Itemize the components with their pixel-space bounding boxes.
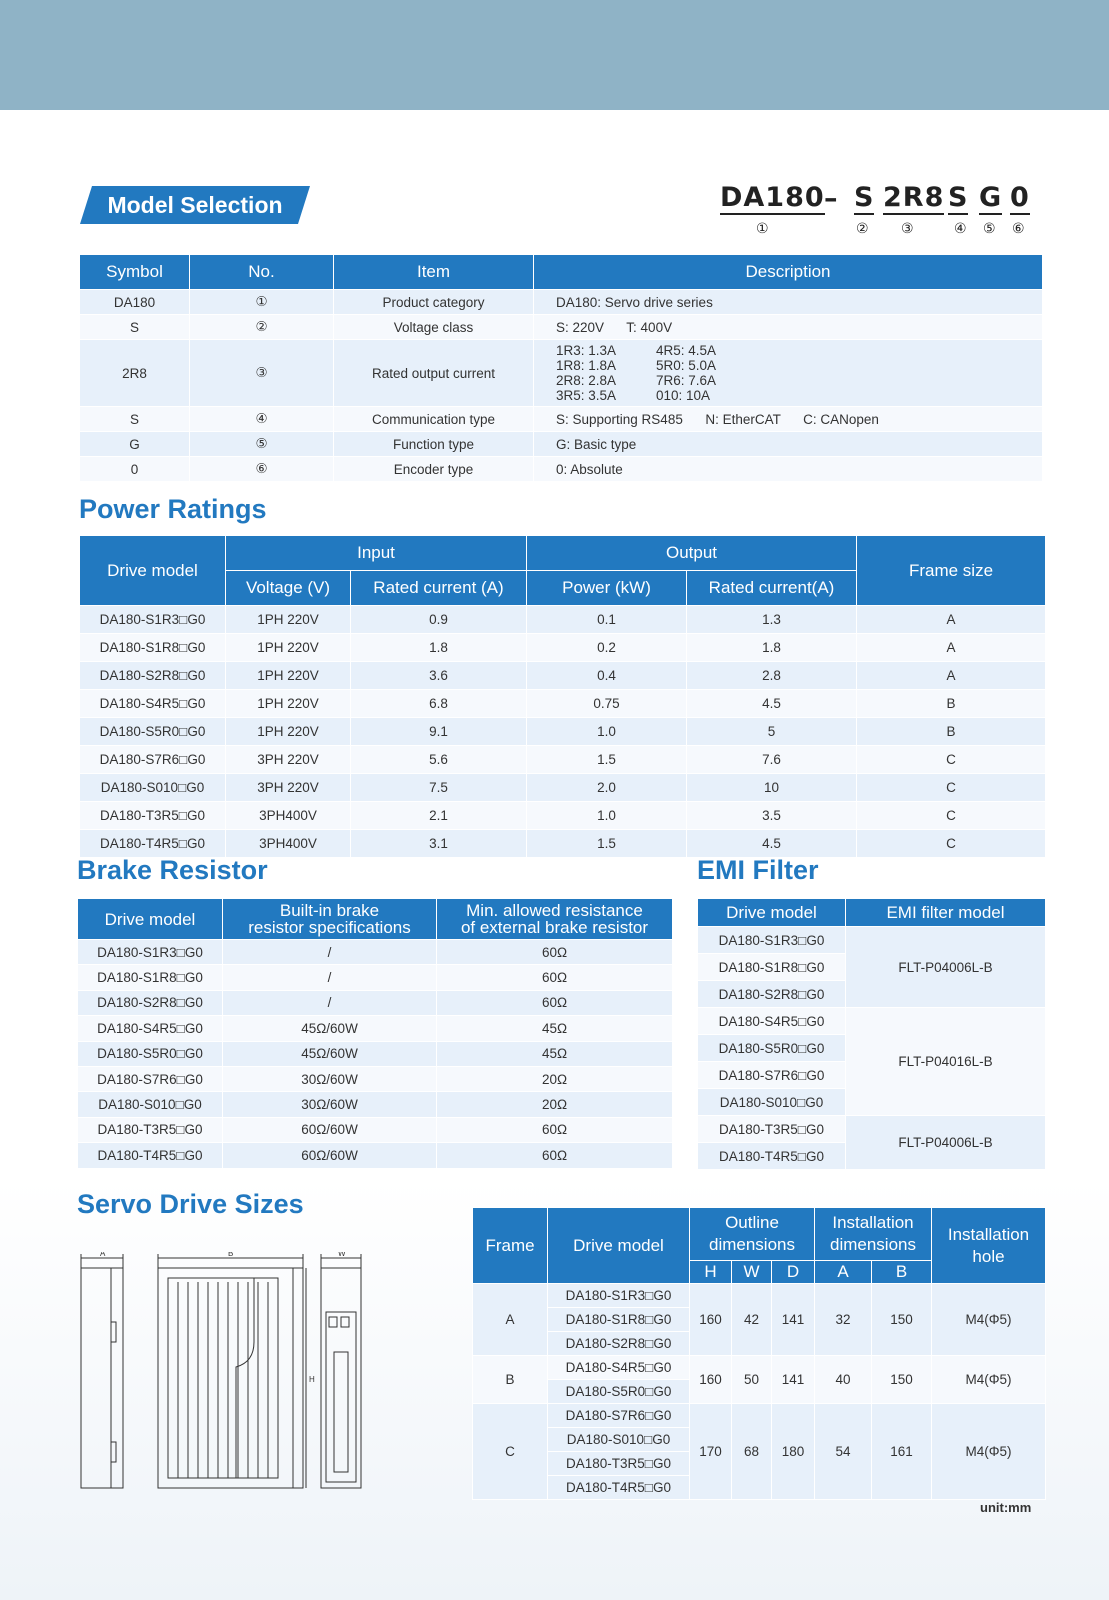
dim-h-cell: 160	[690, 1356, 732, 1404]
output-current-cell: 1.8	[687, 634, 857, 662]
model-cell: DA180-S2R8□G0	[698, 981, 846, 1008]
col-frame: Frame	[473, 1208, 548, 1284]
table-row	[78, 1066, 673, 1091]
col-frame-size: Frame size	[857, 536, 1046, 606]
table-row	[698, 1008, 1046, 1035]
output-current-cell: 3.5	[687, 802, 857, 830]
dim-a-cell: 32	[815, 1284, 872, 1356]
model-cell: DA180-T3R5□G0	[80, 802, 226, 830]
table-row	[78, 1143, 673, 1168]
panel-view-outline	[321, 1268, 361, 1488]
brake-resistor-table	[77, 898, 673, 1169]
col-description: Description	[534, 255, 1043, 290]
output-current-cell: 2.8	[687, 662, 857, 690]
frame-cell: C	[857, 774, 1046, 802]
frame-cell: A	[857, 606, 1046, 634]
code-base: DA180	[720, 182, 825, 213]
item-cell: Voltage class	[334, 315, 534, 340]
servo-sizes-table	[472, 1207, 1046, 1500]
min-resistance-cell: 60Ω	[437, 940, 673, 965]
power-cell: 0.4	[527, 662, 687, 690]
table-row	[473, 1404, 1046, 1428]
model-cell: DA180-S4R5□G0	[78, 1016, 223, 1041]
builtin-cell: /	[223, 965, 437, 990]
builtin-line-1: Built-in brake	[279, 901, 380, 920]
model-cell: DA180-T4R5□G0	[78, 1143, 223, 1168]
code-part-4: G	[979, 182, 1003, 213]
input-current-cell: 3.6	[351, 662, 527, 690]
output-current-cell: 4.5	[687, 690, 857, 718]
code-mark-3: ③	[901, 221, 914, 237]
output-current-cell: 4.5	[687, 830, 857, 858]
desc-cell: 0: Absolute	[534, 457, 1043, 482]
table-row	[80, 340, 1043, 407]
model-cell: DA180-T4R5□G0	[548, 1476, 690, 1500]
model-selection-title: Model Selection	[107, 192, 283, 218]
dim-b-cell: 150	[872, 1284, 932, 1356]
col-drive-model: Drive model	[698, 899, 846, 927]
table-row	[473, 1356, 1046, 1380]
servo-drive-sizes-title: Servo Drive Sizes	[77, 1189, 304, 1219]
code-mark-6: ⑥	[1012, 221, 1025, 237]
current-option: 1R8: 1.8A	[556, 358, 617, 373]
min-resistance-cell: 60Ω	[437, 990, 673, 1015]
table-row	[78, 1016, 673, 1041]
dim-w-cell: 42	[732, 1284, 772, 1356]
output-current-cell: 7.6	[687, 746, 857, 774]
dim-b-cell: 150	[872, 1356, 932, 1404]
model-cell: DA180-S010□G0	[80, 774, 226, 802]
builtin-cell: 45Ω/60W	[223, 1041, 437, 1066]
builtin-cell: 30Ω/60W	[223, 1092, 437, 1117]
col-drive-model: Drive model	[78, 899, 223, 940]
frame-cell: A	[857, 634, 1046, 662]
model-cell: DA180-S5R0□G0	[698, 1035, 846, 1062]
input-current-cell: 0.9	[351, 606, 527, 634]
emi-filter-title: EMI Filter	[697, 855, 819, 885]
table-row	[78, 990, 673, 1015]
voltage-cell: 1PH 220V	[226, 662, 351, 690]
current-option: 3R5: 3.5A	[556, 388, 617, 403]
dim-h-cell: 160	[690, 1284, 732, 1356]
table-row	[78, 965, 673, 990]
input-current-cell: 9.1	[351, 718, 527, 746]
symbol-cell: 2R8	[80, 340, 190, 407]
drawing-label-h: H	[309, 1375, 315, 1384]
col-drive-model: Drive model	[548, 1208, 690, 1284]
table-row	[78, 940, 673, 965]
dim-w-cell: 68	[732, 1404, 772, 1500]
no-cell: ①	[190, 290, 334, 315]
no-cell: ⑥	[190, 457, 334, 482]
model-cell: DA180-S010□G0	[548, 1428, 690, 1452]
side-view-outline	[81, 1268, 123, 1488]
current-option: 010: 10A	[656, 388, 711, 403]
col-min-resistance	[437, 899, 673, 940]
col-installation	[815, 1208, 932, 1261]
brake-resistor-title: Brake Resistor	[77, 855, 268, 885]
code-dash: –	[824, 183, 839, 214]
table-row	[473, 1284, 1046, 1308]
min-resistance-cell: 45Ω	[437, 1041, 673, 1066]
desc-cell: G: Basic type	[534, 432, 1043, 457]
voltage-cell: 1PH 220V	[226, 606, 351, 634]
col-output-current: Rated current(A)	[687, 571, 857, 606]
model-selection-table	[79, 254, 1043, 482]
model-cell: DA180-S1R8□G0	[78, 965, 223, 990]
frame-cell: C	[857, 802, 1046, 830]
min-resistance-cell: 60Ω	[437, 1117, 673, 1142]
min-resistance-cell: 20Ω	[437, 1066, 673, 1091]
frame-cell: A	[473, 1284, 548, 1356]
table-row	[80, 606, 1046, 634]
top-color-band	[0, 0, 1109, 110]
model-cell: DA180-T3R5□G0	[548, 1452, 690, 1476]
no-cell: ⑤	[190, 432, 334, 457]
dim-hole-cell: M4(Φ5)	[932, 1284, 1046, 1356]
no-cell: ③	[190, 340, 334, 407]
voltage-cell: 3PH 220V	[226, 774, 351, 802]
model-cell: DA180-S7R6□G0	[78, 1066, 223, 1091]
item-cell: Encoder type	[334, 457, 534, 482]
voltage-cell: 1PH 220V	[226, 718, 351, 746]
model-cell: DA180-T4R5□G0	[80, 830, 226, 858]
builtin-cell: /	[223, 990, 437, 1015]
voltage-cell: 3PH400V	[226, 830, 351, 858]
table-row	[80, 802, 1046, 830]
table-row	[80, 407, 1043, 432]
input-current-cell: 7.5	[351, 774, 527, 802]
frame-cell: B	[857, 718, 1046, 746]
symbol-cell: 0	[80, 457, 190, 482]
col-power: Power (kW)	[527, 571, 687, 606]
model-cell: DA180-S1R8□G0	[80, 634, 226, 662]
col-b: B	[872, 1261, 932, 1284]
current-option: 5R0: 5.0A	[656, 358, 717, 373]
code-mark-4: ④	[954, 221, 967, 237]
model-cell: DA180-S5R0□G0	[548, 1380, 690, 1404]
output-current-cell: 10	[687, 774, 857, 802]
model-cell: DA180-S1R8□G0	[548, 1308, 690, 1332]
power-cell: 1.5	[527, 746, 687, 774]
hole-line-1: Installation	[947, 1224, 1030, 1244]
dim-a-cell: 40	[815, 1356, 872, 1404]
voltage-cell: 3PH400V	[226, 802, 351, 830]
table-row	[78, 1041, 673, 1066]
voltage-cell: 1PH 220V	[226, 634, 351, 662]
item-cell: Function type	[334, 432, 534, 457]
hole-line-2: hole	[972, 1246, 1005, 1266]
model-cell: DA180-S010□G0	[698, 1089, 846, 1116]
frame-cell: B	[473, 1356, 548, 1404]
input-current-cell: 5.6	[351, 746, 527, 774]
table-row	[80, 457, 1043, 482]
dim-h-cell: 170	[690, 1404, 732, 1500]
unit-label: unit:mm	[980, 1500, 1032, 1515]
model-cell: DA180-S2R8□G0	[78, 990, 223, 1015]
dim-a-cell: 54	[815, 1404, 872, 1500]
table-row	[80, 690, 1046, 718]
dim-b-cell: 161	[872, 1404, 932, 1500]
table-row	[80, 634, 1046, 662]
table-row	[78, 1092, 673, 1117]
frame-cell: C	[473, 1404, 548, 1500]
frame-cell: C	[857, 830, 1046, 858]
code-part-2: 2R8	[883, 182, 945, 213]
front-view-outline	[158, 1268, 303, 1488]
col-emi-filter-model: EMI filter model	[846, 899, 1046, 927]
filter-cell: FLT-P04006L-B	[846, 927, 1046, 1008]
model-cell: DA180-S2R8□G0	[548, 1332, 690, 1356]
builtin-line-2: resistor specifications	[248, 918, 411, 937]
model-cell: DA180-S1R8□G0	[698, 954, 846, 981]
code-part-1: S	[854, 182, 875, 213]
col-drive-model: Drive model	[80, 536, 226, 606]
col-builtin-brake	[223, 899, 437, 940]
col-h: H	[690, 1261, 732, 1284]
symbol-cell: S	[80, 315, 190, 340]
frame-cell: A	[857, 662, 1046, 690]
install-line-1: Installation	[832, 1213, 914, 1232]
voltage-cell: 3PH 220V	[226, 746, 351, 774]
min-line-2: of external brake resistor	[460, 918, 649, 937]
model-selection-badge	[80, 186, 310, 224]
filter-cell: FLT-P04016L-B	[846, 1008, 1046, 1116]
col-voltage: Voltage (V)	[226, 571, 351, 606]
dim-hole-cell: M4(Φ5)	[932, 1356, 1046, 1404]
current-option: 7R6: 7.6A	[656, 373, 717, 388]
no-cell: ④	[190, 407, 334, 432]
current-option: 2R8: 2.8A	[556, 373, 617, 388]
model-cell: DA180-T4R5□G0	[698, 1143, 846, 1170]
builtin-cell: /	[223, 940, 437, 965]
outline-line-2: dimensions	[709, 1235, 795, 1254]
power-cell: 0.75	[527, 690, 687, 718]
min-resistance-cell: 45Ω	[437, 1016, 673, 1041]
table-row	[80, 662, 1046, 690]
code-mark-1: ①	[756, 221, 769, 237]
col-symbol: Symbol	[80, 255, 190, 290]
model-cell: DA180-S7R6□G0	[548, 1404, 690, 1428]
col-item: Item	[334, 255, 534, 290]
servo-sizes-body	[473, 1284, 1046, 1500]
input-current-cell: 6.8	[351, 690, 527, 718]
code-mark-2: ②	[856, 221, 869, 237]
frame-cell: C	[857, 746, 1046, 774]
current-option: 4R5: 4.5A	[656, 343, 717, 358]
code-part-3: S	[948, 182, 969, 213]
table-row	[80, 432, 1043, 457]
table-row	[698, 1116, 1046, 1143]
install-line-2: dimensions	[830, 1235, 916, 1254]
no-cell: ②	[190, 315, 334, 340]
table-row	[80, 718, 1046, 746]
min-resistance-cell: 60Ω	[437, 1143, 673, 1168]
model-cell: DA180-S1R3□G0	[78, 940, 223, 965]
item-cell: Rated output current	[334, 340, 534, 407]
power-cell: 1.0	[527, 802, 687, 830]
model-cell: DA180-S1R3□G0	[80, 606, 226, 634]
col-outline	[690, 1208, 815, 1261]
builtin-cell: 30Ω/60W	[223, 1066, 437, 1091]
model-cell: DA180-S1R3□G0	[698, 927, 846, 954]
col-install-hole	[932, 1208, 1046, 1284]
col-d: D	[772, 1261, 815, 1284]
symbol-cell: DA180	[80, 290, 190, 315]
frame-cell: B	[857, 690, 1046, 718]
power-ratings-title: Power Ratings	[79, 494, 267, 524]
table-row	[80, 746, 1046, 774]
power-ratings-table	[79, 535, 1046, 858]
col-w: W	[732, 1261, 772, 1284]
table-row	[698, 927, 1046, 954]
table-row	[80, 290, 1043, 315]
current-option: 1R3: 1.3A	[556, 343, 617, 358]
model-cell: DA180-T3R5□G0	[698, 1116, 846, 1143]
drawing-label-w: W	[338, 1252, 346, 1258]
model-cell: DA180-S7R6□G0	[80, 746, 226, 774]
model-cell: DA180-S5R0□G0	[78, 1041, 223, 1066]
col-output-group: Output	[527, 536, 857, 571]
col-input-current: Rated current (A)	[351, 571, 527, 606]
current-options	[556, 343, 1042, 403]
model-cell: DA180-S5R0□G0	[80, 718, 226, 746]
builtin-cell: 60Ω/60W	[223, 1117, 437, 1142]
col-a: A	[815, 1261, 872, 1284]
symbol-cell: G	[80, 432, 190, 457]
model-cell: DA180-S4R5□G0	[80, 690, 226, 718]
table-row	[80, 774, 1046, 802]
col-input-group: Input	[226, 536, 527, 571]
input-current-cell: 2.1	[351, 802, 527, 830]
model-cell: DA180-S1R3□G0	[548, 1284, 690, 1308]
dim-d-cell: 180	[772, 1404, 815, 1500]
power-cell: 1.5	[527, 830, 687, 858]
power-cell: 1.0	[527, 718, 687, 746]
table-row	[80, 315, 1043, 340]
model-cell: DA180-S4R5□G0	[548, 1356, 690, 1380]
desc-cell: S: Supporting RS485 N: EtherCAT C: CANopen	[534, 407, 1043, 432]
builtin-cell: 45Ω/60W	[223, 1016, 437, 1041]
desc-cell: DA180: Servo drive series	[534, 290, 1043, 315]
dim-w-cell: 50	[732, 1356, 772, 1404]
dim-d-cell: 141	[772, 1356, 815, 1404]
desc-cell: S: 220V T: 400V	[534, 315, 1043, 340]
output-current-cell: 1.3	[687, 606, 857, 634]
power-cell: 0.2	[527, 634, 687, 662]
min-resistance-cell: 60Ω	[437, 965, 673, 990]
power-cell: 2.0	[527, 774, 687, 802]
input-current-cell: 1.8	[351, 634, 527, 662]
power-cell: 0.1	[527, 606, 687, 634]
output-current-cell: 5	[687, 718, 857, 746]
item-cell: Communication type	[334, 407, 534, 432]
model-cell: DA180-S2R8□G0	[80, 662, 226, 690]
drawing-label-b: B	[228, 1252, 234, 1258]
dim-d-cell: 141	[772, 1284, 815, 1356]
code-part-5: 0	[1010, 182, 1030, 213]
model-cell: DA180-S7R6□G0	[698, 1062, 846, 1089]
min-resistance-cell: 20Ω	[437, 1092, 673, 1117]
model-cell: DA180-S010□G0	[78, 1092, 223, 1117]
model-cell: DA180-T3R5□G0	[78, 1117, 223, 1142]
power-ratings-body	[80, 606, 1046, 858]
table-row	[78, 1117, 673, 1142]
drawing-label-a: A	[100, 1252, 106, 1258]
desc-cell	[534, 340, 1043, 407]
item-cell: Product category	[334, 290, 534, 315]
builtin-cell: 60Ω/60W	[223, 1143, 437, 1168]
brake-resistor-body	[78, 940, 673, 1169]
dim-hole-cell: M4(Φ5)	[932, 1404, 1046, 1500]
input-current-cell: 3.1	[351, 830, 527, 858]
table-row	[80, 830, 1046, 858]
voltage-cell: 1PH 220V	[226, 690, 351, 718]
outline-line-1: Outline	[725, 1213, 779, 1232]
col-no: No.	[190, 255, 334, 290]
emi-filter-table	[697, 898, 1046, 1170]
side-view-plate	[111, 1268, 123, 1488]
model-cell: DA180-S4R5□G0	[698, 1008, 846, 1035]
servo-drive-drawing	[76, 1252, 376, 1502]
min-line-1: Min. allowed resistance	[466, 901, 643, 920]
symbol-cell: S	[80, 407, 190, 432]
filter-cell: FLT-P04006L-B	[846, 1116, 1046, 1170]
code-mark-5: ⑤	[983, 221, 996, 237]
